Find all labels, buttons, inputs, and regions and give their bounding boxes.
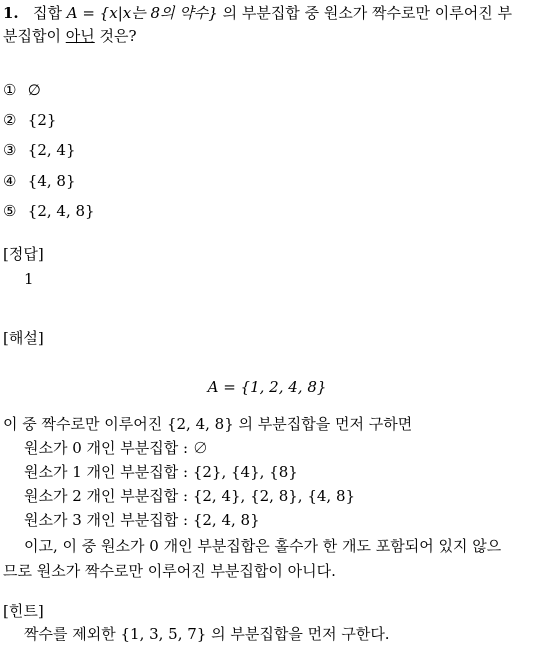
question-text-d: 것은? [99, 27, 137, 45]
choice-number: ② [3, 111, 17, 129]
choice-text: {2, 4, 8} [27, 202, 95, 220]
choice-text: {2, 4} [27, 141, 76, 159]
choice-text: ∅ [27, 81, 41, 99]
choice-3[interactable] [3, 140, 76, 160]
choice-text: {4, 8} [27, 172, 76, 190]
question-text-a: 집합 [32, 4, 62, 22]
question-underlined-word: 아닌 [65, 27, 95, 45]
explanation-line: 므로 원소가 짝수로만 이루어진 부분집합이 아니다. [3, 562, 336, 580]
choice-text: {2} [27, 111, 57, 129]
explanation-line: 이고, 이 중 원소가 0 개인 부분집합은 홀수가 한 개도 포함되어 있지 않으 [24, 537, 502, 555]
choice-number: ④ [3, 172, 17, 190]
choice-number: ③ [3, 141, 17, 159]
choice-2[interactable] [3, 110, 56, 130]
explanation-label: [해설] [3, 329, 44, 347]
choice-number: ⑤ [3, 202, 17, 220]
hint-text: 짝수를 제외한 {1, 3, 5, 7} 의 부분집합을 먼저 구한다. [24, 625, 390, 643]
hint-label: [힌트] [3, 602, 44, 620]
answer-label: [정답] [3, 245, 44, 263]
choice-4[interactable] [3, 171, 76, 191]
explanation-line: 원소가 2 개인 부분집합 : {2, 4}, {2, 8}, {4, 8} [24, 487, 356, 505]
explanation-line: 이 중 짝수로만 이루어진 {2, 4, 8} 의 부분집합을 먼저 구하면 [3, 415, 413, 433]
question-line-2 [3, 26, 137, 46]
question-text-b: 의 부분집합 중 원소가 짝수로만 이루어진 부 [222, 4, 513, 22]
question-line-1 [3, 3, 512, 23]
explanation-line: 원소가 1 개인 부분집합 : {2}, {4}, {8} [24, 463, 298, 481]
choice-5[interactable] [3, 201, 95, 221]
explanation-line: 원소가 0 개인 부분집합 : ∅ [24, 439, 208, 457]
answer-value: 1 [24, 270, 34, 288]
question-set-definition: A = {x|x는 8의 약수} [66, 4, 218, 22]
explanation-line: 원소가 3 개인 부분집합 : {2, 4, 8} [24, 511, 260, 529]
question-number: 1. [3, 4, 19, 22]
explanation-equation: A = {1, 2, 4, 8} [207, 378, 327, 396]
choice-number: ① [3, 81, 17, 99]
question-text-c: 분집합이 [3, 27, 61, 45]
choice-1[interactable] [3, 80, 41, 100]
